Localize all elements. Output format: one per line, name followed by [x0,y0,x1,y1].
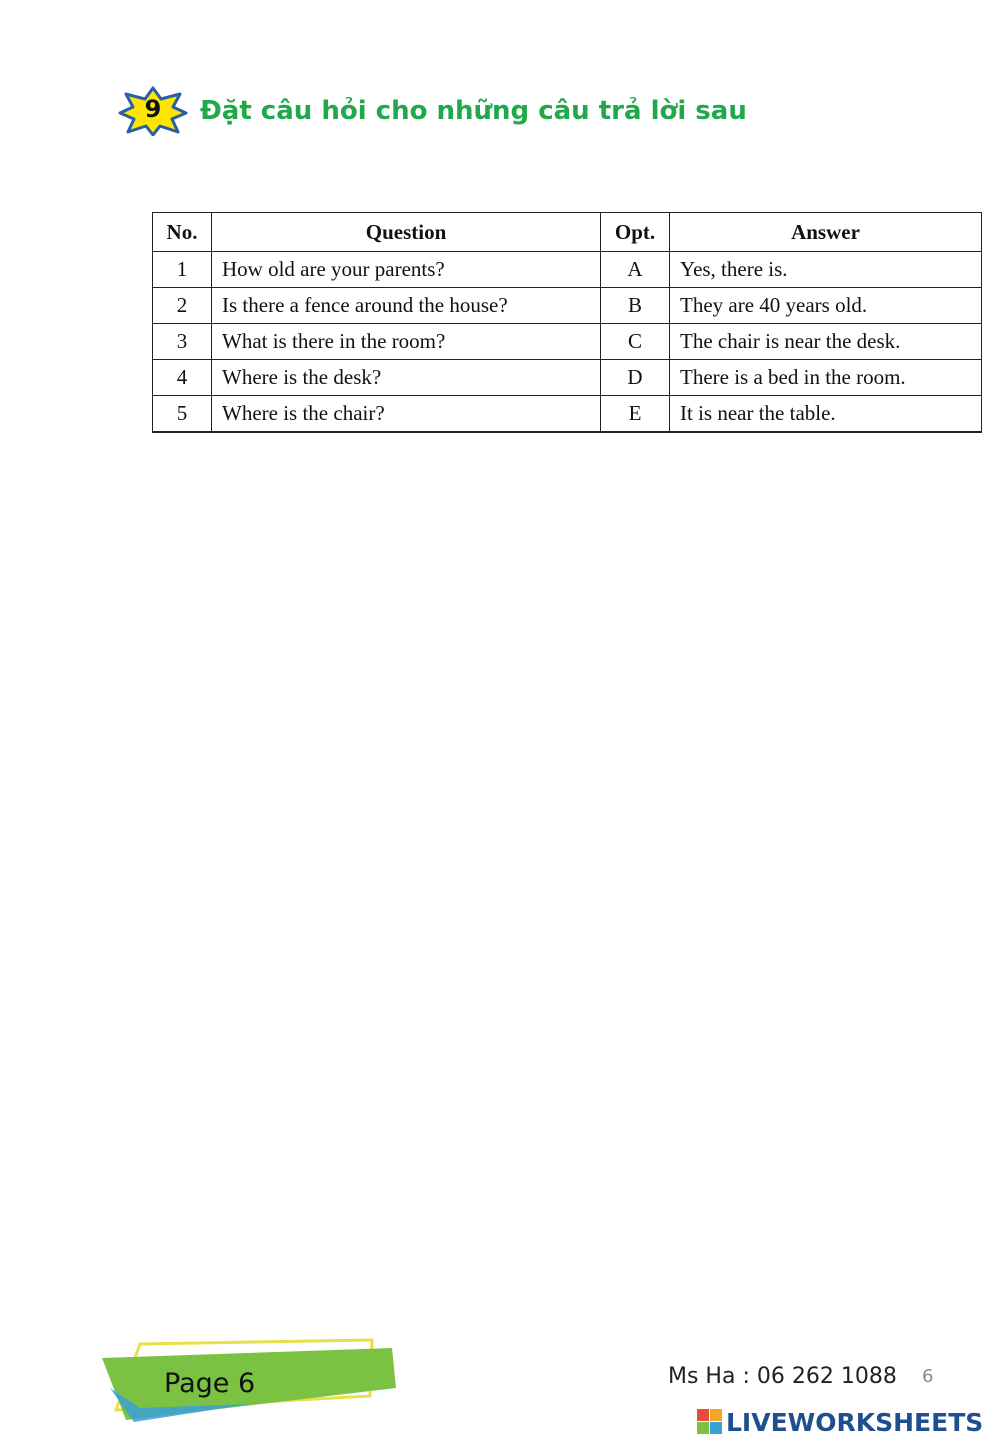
exercise-title: Đặt câu hỏi cho những câu trả lời sau [200,96,747,126]
row-option: D [601,360,670,396]
table-row [153,360,982,396]
row-answer: They are 40 years old. [670,288,982,324]
liveworksheets-wordmark: LIVEWORKSHEETS [726,1407,984,1437]
row-answer: Yes, there is. [670,252,982,288]
page-number: 6 [922,1366,934,1387]
matching-table [152,212,982,433]
row-answer: There is a bed in the room. [670,360,982,396]
row-number: 1 [153,252,212,288]
row-option: B [601,288,670,324]
exercise-header [118,86,747,136]
row-number: 5 [153,396,212,433]
row-option: A [601,252,670,288]
liveworksheets-brand[interactable] [697,1405,983,1439]
header-answer: Answer [670,213,982,252]
row-question: Where is the desk? [212,360,601,396]
row-question: How old are your parents? [212,252,601,288]
row-answer: It is near the table. [670,396,982,433]
page-tab [100,1338,400,1438]
star-badge-icon [118,86,188,136]
table-row [153,324,982,360]
row-question: Is there a fence around the house? [212,288,601,324]
table-row [153,396,982,433]
row-option: E [601,396,670,433]
table-header-row [153,213,982,252]
row-question: What is there in the room? [212,324,601,360]
row-answer: The chair is near the desk. [670,324,982,360]
liveworksheets-logo-icon [697,1409,723,1435]
exercise-number: 9 [144,95,162,123]
row-number: 4 [153,360,212,396]
table-row [153,288,982,324]
row-number: 2 [153,288,212,324]
row-number: 3 [153,324,212,360]
header-no: No. [153,213,212,252]
header-opt: Opt. [601,213,670,252]
page-label: Page 6 [164,1368,256,1399]
header-question: Question [212,213,601,252]
table-row [153,252,982,288]
row-option: C [601,324,670,360]
row-question: Where is the chair? [212,396,601,433]
teacher-contact: Ms Ha : 06 262 1088 [668,1364,897,1389]
